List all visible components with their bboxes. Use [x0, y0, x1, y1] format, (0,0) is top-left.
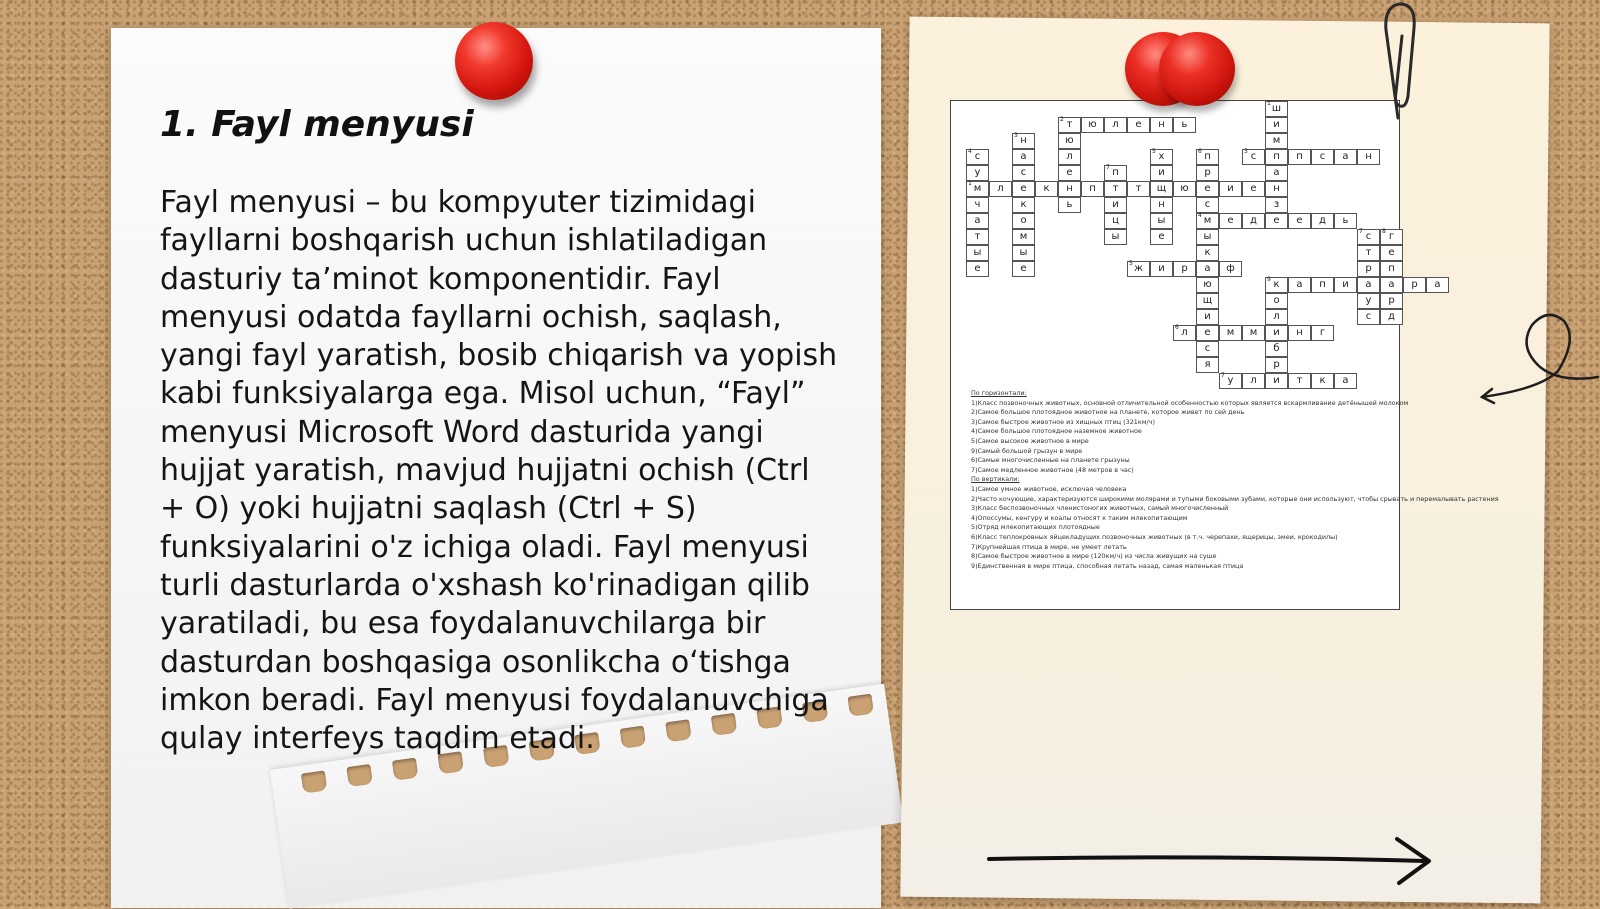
crossword-cell: с	[1196, 341, 1219, 357]
push-pin-icon	[1125, 32, 1235, 106]
crossword-cell: 5 х	[1150, 149, 1173, 165]
crossword-cell: п	[1265, 149, 1288, 165]
crossword-cell: ц	[1104, 213, 1127, 229]
crossword-cell: 1 м	[966, 181, 989, 197]
loop-arrow-doodle-icon	[1480, 305, 1600, 415]
crossword-cell: л	[1242, 373, 1265, 389]
crossword-clues	[971, 389, 1499, 571]
push-pin-icon	[455, 22, 533, 100]
crossword-clue: 5)Отряд млекопитающих плотоядные	[971, 523, 1100, 532]
right-arrow-icon	[985, 835, 1445, 885]
crossword-cell: р	[1403, 277, 1426, 293]
crossword-cell: а	[1334, 373, 1357, 389]
crossword-clue: 5)Самое высокое животное в мире	[971, 436, 1089, 445]
crossword-cell: л	[1058, 149, 1081, 165]
crossword-cell: и	[1265, 373, 1288, 389]
crossword-cell: е	[1380, 245, 1403, 261]
crossword-cell: щ	[1196, 293, 1219, 309]
crossword-clue: 7)Самое медленное животное (48 метров в час)	[971, 465, 1134, 474]
crossword-cell: у	[966, 165, 989, 181]
crossword-cell: ы	[966, 245, 989, 261]
crossword-cell: с	[1012, 165, 1035, 181]
crossword-cell: р	[1196, 165, 1219, 181]
crossword-cell: д	[1242, 213, 1265, 229]
crossword-cell: п	[1288, 149, 1311, 165]
crossword-cell: е	[1288, 213, 1311, 229]
crossword-cell: ю	[1196, 277, 1219, 293]
crossword-cell: а	[1265, 165, 1288, 181]
crossword-cell: 2 т	[1058, 117, 1081, 133]
crossword-cell: а	[1380, 277, 1403, 293]
crossword-clue: 6)Класс теплокровных яйцекладущих позвоночных животных (в т.ч. черепахи, ящерицы, змеи, крокодилы)	[971, 532, 1338, 541]
crossword-cell: р	[1265, 357, 1288, 373]
crossword-clue: 4)Опоссумы, кенгуру и коалы относят к таким млекопитающим	[971, 513, 1188, 522]
crossword-cell: ю	[1081, 117, 1104, 133]
crossword-cell: м	[1219, 325, 1242, 341]
crossword-cell: 7 с	[1357, 229, 1380, 245]
crossword-cell: я	[1196, 357, 1219, 373]
crossword-cell: н	[1357, 149, 1380, 165]
crossword-cell: щ	[1150, 181, 1173, 197]
crossword-cell: м	[1012, 229, 1035, 245]
crossword-cell: н	[1265, 181, 1288, 197]
paperclip-icon	[1378, 0, 1424, 120]
crossword-clue: 3)Самое быстрое животное из хищных птиц (321км/ч)	[971, 417, 1155, 426]
crossword-cell: н	[1150, 197, 1173, 213]
crossword-cell: н	[1150, 117, 1173, 133]
crossword-cell: е	[1127, 117, 1150, 133]
crossword-cell: и	[1104, 197, 1127, 213]
crossword-cell: ф	[1219, 261, 1242, 277]
crossword-cell: т	[966, 229, 989, 245]
crossword-cell: н	[1288, 325, 1311, 341]
crossword-cell: 3 н	[1012, 133, 1035, 149]
crossword-cell: б	[1265, 341, 1288, 357]
crossword-cell: а	[1012, 149, 1035, 165]
crossword-clue: 2)Самое большое плотоядное животное на планете, которое живет по сей день	[971, 408, 1245, 417]
crossword-cell: к	[1311, 373, 1334, 389]
crossword-cell: у	[1357, 293, 1380, 309]
crossword-cell: 3 с	[1242, 149, 1265, 165]
crossword-cell: 8 г	[1380, 229, 1403, 245]
crossword-cell: е	[966, 261, 989, 277]
crossword-cell: ы	[1150, 213, 1173, 229]
crossword-clue: 1)Класс позвоночных животных, основной отличительной особенностью которых является вскармливание детёнышей молоком	[971, 398, 1409, 407]
crossword-cell: т	[1288, 373, 1311, 389]
crossword-cell: е	[1058, 165, 1081, 181]
crossword-cell: з	[1265, 197, 1288, 213]
crossword-cell: п	[1380, 261, 1403, 277]
crossword-cell: к	[1012, 197, 1035, 213]
crossword-cell: 6 п	[1196, 149, 1219, 165]
crossword-cell: ч	[966, 197, 989, 213]
crossword-cell: е	[1150, 229, 1173, 245]
crossword-cell: с	[1311, 149, 1334, 165]
crossword-cell: т	[1104, 181, 1127, 197]
crossword-cell: и	[1265, 117, 1288, 133]
crossword-cell: 4 с	[966, 149, 989, 165]
slide-body-text: Fayl menyusi – bu kompyuter tizimidagi fayllarni boshqarish uchun ishlatiladigan dasturiy ta’minot komponentidir. Fayl menyusi odatda fayllarni ochish, saqlash, yangi fayl yaratish, bosib chiqarish va yopish kabi funksiyalarga ega. Misol uchun, “Fayl” menyusi Microsoft Word dasturida yangi hujjat yaratish, mavjud hujjatni ochish (Ctrl + O) yoki hujjatni saqlash (Ctrl + S) funksiyalarini o'z ichiga oladi. Fayl menyusi turli dasturlarda o'xshash ko'rinadigan qilib yaratiladi, bu esa foydalanuvchilarga bir dasturdan boshqasiga osonlikcha o‘tishga imkon beradi. Fayl menyusi foydalanuvchiga qulay interfeys taqdim etadi.	[160, 185, 838, 757]
crossword-cell: е	[1196, 181, 1219, 197]
crossword-cell: п	[1081, 181, 1104, 197]
crossword-cell: ы	[1012, 245, 1035, 261]
crossword-cell: р	[1173, 261, 1196, 277]
crossword-cell: а	[1196, 261, 1219, 277]
crossword-cell: 5 ж	[1127, 261, 1150, 277]
crossword-cell: с	[1196, 197, 1219, 213]
crossword-cell: а	[1357, 277, 1380, 293]
crossword-cell: к	[1035, 181, 1058, 197]
crossword-cell: ы	[1196, 229, 1219, 245]
crossword-cell: м	[1242, 325, 1265, 341]
crossword-cell: 1 ш	[1265, 101, 1288, 117]
crossword-cell: т	[1127, 181, 1150, 197]
crossword-cell: м	[1265, 133, 1288, 149]
crossword-cell: 7 у	[1219, 373, 1242, 389]
crossword-cell: к	[1196, 245, 1219, 261]
crossword-clue: 6)Самые многочисленные на планете грызуны	[971, 456, 1130, 465]
crossword-cell: и	[1150, 165, 1173, 181]
crossword-cell: 4 м	[1196, 213, 1219, 229]
crossword-cell: ю	[1058, 133, 1081, 149]
crossword-cell: е	[1265, 213, 1288, 229]
crossword-cell: а	[1334, 149, 1357, 165]
crossword-cell: о	[1265, 293, 1288, 309]
crossword-cell: д	[1380, 309, 1403, 325]
crossword-clue: 9)Единственная в мире птица, способная летать назад, самая маленькая птица	[971, 561, 1244, 570]
crossword-cell: д	[1311, 213, 1334, 229]
crossword-cell: и	[1265, 325, 1288, 341]
crossword-clue: 8)Самое быстрое животное в мире (120км/ч) из числа живущих на суше	[971, 552, 1217, 561]
crossword-image	[950, 100, 1499, 610]
crossword-cell: ю	[1173, 181, 1196, 197]
crossword-cell: с	[1357, 309, 1380, 325]
crossword-cell: е	[1012, 261, 1035, 277]
crossword-cell: р	[1357, 261, 1380, 277]
crossword-clue: По вертикали:	[971, 475, 1020, 484]
crossword-cell: е	[1196, 325, 1219, 341]
slide-title: 1. Fayl menyusi	[160, 104, 474, 145]
crossword-cell: а	[966, 213, 989, 229]
crossword-clue: По горизонтали:	[971, 389, 1027, 397]
crossword-cell: и	[1150, 261, 1173, 277]
crossword-cell: е	[1219, 213, 1242, 229]
crossword-cell: ь	[1058, 197, 1081, 213]
crossword-clue: 9)Самый большой грызун в мире	[971, 446, 1083, 455]
crossword-cell: ы	[1104, 229, 1127, 245]
crossword-cell: т	[1357, 245, 1380, 261]
crossword-cell: ь	[1334, 213, 1357, 229]
crossword-cell: и	[1219, 181, 1242, 197]
crossword-cell: л	[1104, 117, 1127, 133]
crossword-cell: 6 л	[1173, 325, 1196, 341]
crossword-clue: 2)Часто кочующие, характеризуются широкими молярами и тупыми боковыми зубами, которые они используют, чтобы срывать и перемалывать растения	[971, 494, 1499, 503]
crossword-cell: н	[1058, 181, 1081, 197]
crossword-grid	[951, 100, 1441, 391]
crossword-cell: п	[1311, 277, 1334, 293]
crossword-clue: 7)Крупнейшая птица в мире, не умеет летать	[971, 542, 1127, 551]
crossword-cell: о	[1012, 213, 1035, 229]
crossword-cell: 9 к	[1265, 277, 1288, 293]
crossword-cell: 7 п	[1104, 165, 1127, 181]
crossword-cell: е	[1012, 181, 1035, 197]
crossword-cell: р	[1380, 293, 1403, 309]
crossword-clue: 4)Самое большое плотоядное наземное животное	[971, 427, 1142, 436]
crossword-clue: 3)Класс беспозвоночных членистоногих животных, самый многочисленный	[971, 504, 1229, 513]
crossword-cell: а	[1288, 277, 1311, 293]
crossword-cell: л	[1265, 309, 1288, 325]
crossword-cell: и	[1196, 309, 1219, 325]
crossword-cell: и	[1334, 277, 1357, 293]
crossword-cell: ь	[1173, 117, 1196, 133]
crossword-cell: л	[989, 181, 1012, 197]
crossword-clue: 1)Самое умное животное, исключая человека	[971, 484, 1127, 493]
crossword-cell: а	[1426, 277, 1449, 293]
crossword-cell: г	[1311, 325, 1334, 341]
crossword-cell: е	[1242, 181, 1265, 197]
